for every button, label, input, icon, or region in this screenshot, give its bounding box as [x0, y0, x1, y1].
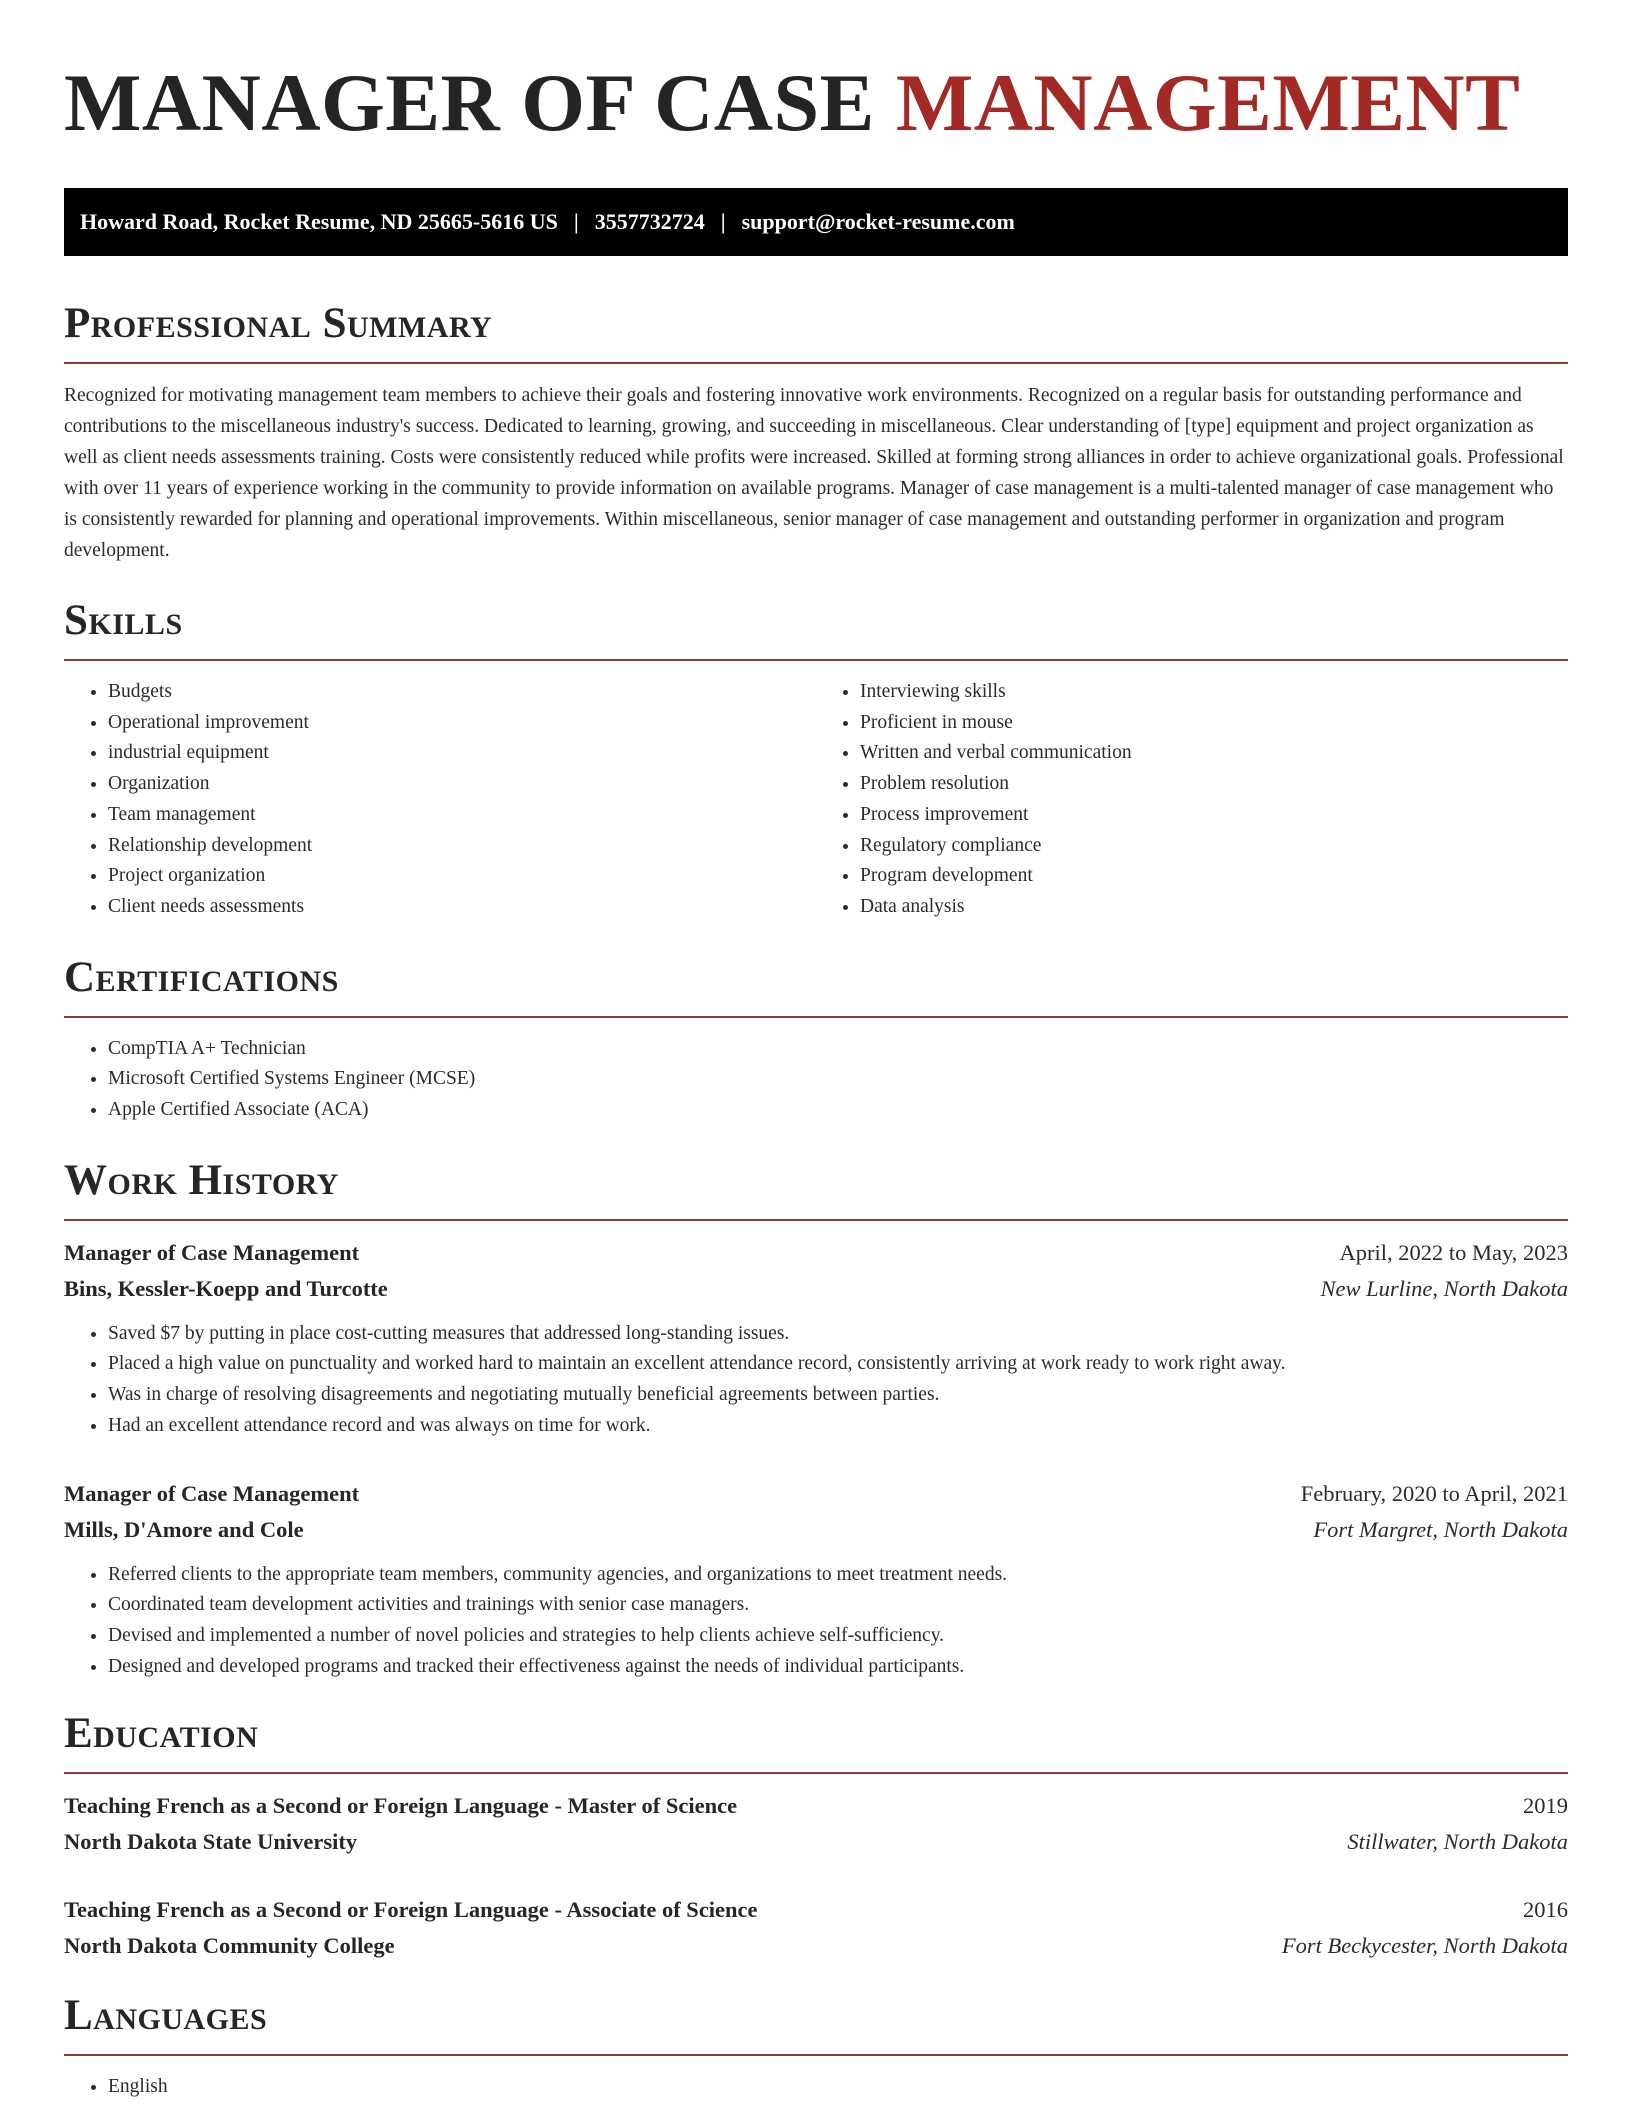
certifications-section [64, 954, 1568, 1126]
job-company: Mills, D'Amore and Cole [64, 1516, 304, 1542]
section-title-summary: Professional Summary [64, 300, 493, 347]
education-location: Fort Beckycester, North Dakota [1281, 1933, 1568, 1959]
summary-text: Recognized for motivating management team members to achieve their goals and fostering innovative work environments. Recognized on a regular basis for outstanding performance and contributions to the miscellaneous industry's success. Dedicated to learning, growing, and succeeding in miscellaneous. Clear understanding of [type] equipment and project organization as well as client needs assessments training. Costs were consistently reduced while profits were increased. Skilled at forming strong alliances in order to achieve organizational goals. Professional with over 11 years of experience working in the community to provide information on available programs. Manager of case management is a multi-talented manager of case management who is consistently rewarded for planning and operational improvements. Within miscellaneous, senior manager of case management and outstanding performer in organization and program development. [64, 385, 1564, 561]
job-entry [64, 1476, 1568, 1683]
skill-item: • Proficient in mouse [860, 708, 1568, 739]
skill-item: • Data analysis [860, 892, 1568, 923]
skill-item: • Problem resolution [860, 769, 1568, 800]
contact-address: Howard Road, Rocket Resume, ND 25665-5616 US [80, 209, 558, 234]
section-divider [64, 1016, 1568, 1018]
job-bullets [64, 1319, 1568, 1442]
skill-item: • Relationship development [108, 831, 816, 862]
education-entry [64, 1892, 1568, 1964]
certifications-list [64, 1034, 1568, 1126]
languages-section [64, 1992, 1568, 2103]
education-entry [64, 1788, 1568, 1860]
job-bullet: • Had an excellent attendance record and was always on time for work. [108, 1411, 1568, 1442]
skills-list-left [64, 677, 816, 923]
section-divider [64, 362, 1568, 364]
section-title-skills: Skills [64, 597, 183, 644]
education-header-row [64, 1788, 1568, 1824]
certification-item: • CompTIA A+ Technician [108, 1034, 1568, 1065]
job-bullet: • Saved $7 by putting in place cost-cutting measures that addressed long-standing issues. [108, 1319, 1568, 1350]
skill-item: • Written and verbal communication [860, 738, 1568, 769]
resume-name [64, 57, 1568, 148]
skill-item: • Interviewing skills [860, 677, 1568, 708]
skills-grid [64, 677, 1568, 923]
skill-item: • Organization [108, 769, 816, 800]
skill-item: • Operational improvement [108, 708, 816, 739]
job-location: New Lurline, North Dakota [1320, 1275, 1568, 1301]
education-degree: Teaching French as a Second or Foreign Language - Associate of Science [64, 1897, 758, 1923]
job-bullet: • Referred clients to the appropriate team members, community agencies, and organizations to meet treatment needs. [108, 1560, 1568, 1591]
job-company: Bins, Kessler-Koepp and Turcotte [64, 1275, 388, 1301]
education-year: 2016 [1523, 1897, 1568, 1923]
certification-item: • Microsoft Certified Systems Engineer (MCSE) [108, 1064, 1568, 1095]
certification-item: • Apple Certified Associate (ACA) [108, 1095, 1568, 1126]
summary-section [64, 300, 1568, 566]
contact-separator: | [573, 209, 579, 234]
skill-item: • Budgets [108, 677, 816, 708]
job-subheader-row [64, 1512, 1568, 1548]
section-divider [64, 1772, 1568, 1774]
contact-email: support@rocket-resume.com [741, 209, 1015, 234]
language-item: • English [108, 2072, 1568, 2103]
job-header-row [64, 1476, 1568, 1512]
job-dates: April, 2022 to May, 2023 [1339, 1239, 1568, 1265]
skills-section [64, 597, 1568, 923]
job-bullet: • Was in charge of resolving disagreements and negotiating mutually beneficial agreements between parties. [108, 1380, 1568, 1411]
skill-item: • Process improvement [860, 800, 1568, 831]
contact-bar [64, 188, 1568, 256]
skill-item: • Client needs assessments [108, 892, 816, 923]
job-bullets [64, 1560, 1568, 1683]
education-subheader-row [64, 1928, 1568, 1964]
section-title-education: Education [64, 1710, 259, 1758]
education-school: North Dakota Community College [64, 1933, 395, 1959]
education-degree: Teaching French as a Second or Foreign Language - Master of Science [64, 1793, 738, 1819]
education-year: 2019 [1523, 1793, 1568, 1819]
section-title-work: Work History [64, 1156, 339, 1204]
work-section [64, 1157, 1568, 1683]
section-divider [64, 1219, 1568, 1221]
job-dates: February, 2020 to April, 2021 [1300, 1480, 1568, 1506]
job-bullet: • Coordinated team development activities and trainings with senior case managers. [108, 1590, 1568, 1621]
skill-item: • industrial equipment [108, 738, 816, 769]
contact-phone: 3557732724 [594, 209, 705, 234]
contact-separator: | [720, 209, 726, 234]
skill-item: • Program development [860, 861, 1568, 892]
job-bullet: • Devised and implemented a number of novel policies and strategies to help clients achieve self-sufficiency. [108, 1621, 1568, 1652]
section-title-languages: Languages [64, 1992, 268, 2040]
languages-list [64, 2072, 1568, 2103]
skill-item: • Regulatory compliance [860, 831, 1568, 862]
job-bullet: • Designed and developed programs and tracked their effectiveness against the needs of individual participants. [108, 1652, 1568, 1683]
skill-item: • Project organization [108, 861, 816, 892]
section-title-certifications: Certifications [64, 953, 339, 1001]
section-divider [64, 2054, 1568, 2056]
job-title: Manager of Case Management [64, 1239, 360, 1265]
job-bullet: • Placed a high value on punctuality and worked hard to maintain an excellent attendance record, consistently arriving at work ready to work right away. [108, 1349, 1568, 1380]
education-subheader-row [64, 1824, 1568, 1860]
job-subheader-row [64, 1271, 1568, 1307]
job-header-row [64, 1235, 1568, 1271]
job-location: Fort Margret, North Dakota [1313, 1516, 1568, 1542]
education-location: Stillwater, North Dakota [1347, 1829, 1568, 1855]
skill-item: • Team management [108, 800, 816, 831]
section-divider [64, 659, 1568, 661]
skills-list-right [816, 677, 1568, 923]
name-part-2: MANAGEMENT [895, 57, 1521, 148]
job-entry [64, 1235, 1568, 1442]
education-section [64, 1710, 1568, 1964]
job-title: Manager of Case Management [64, 1480, 360, 1506]
education-header-row [64, 1892, 1568, 1928]
name-part-1: MANAGER OF CASE [64, 57, 875, 148]
education-school: North Dakota State University [64, 1829, 358, 1855]
